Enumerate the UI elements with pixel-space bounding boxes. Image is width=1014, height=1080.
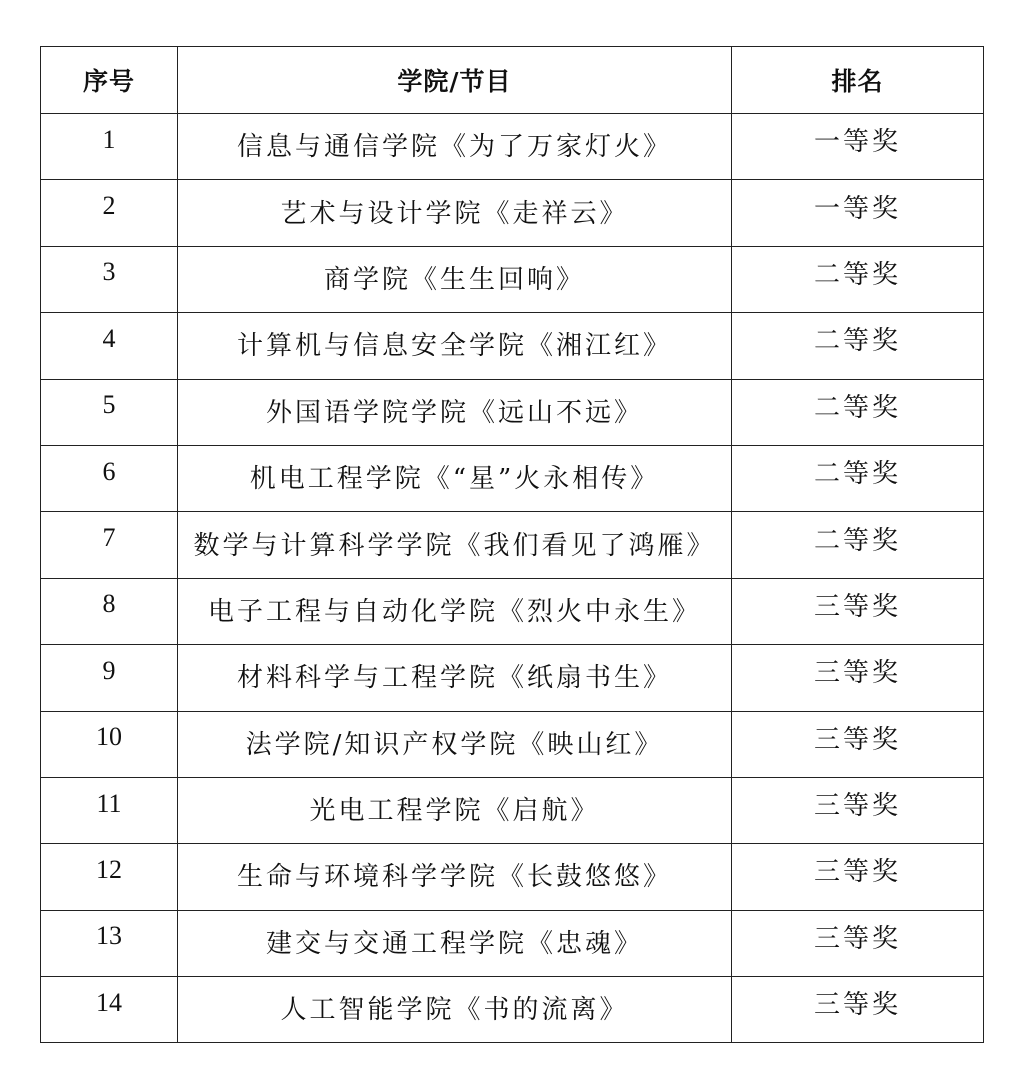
row-index: 12 [41, 844, 178, 910]
row-rank: 三等奖 [732, 910, 984, 976]
table-row [41, 711, 984, 777]
header-program: 学院/节目 [178, 47, 732, 114]
table-row [41, 578, 984, 644]
row-index: 2 [41, 180, 178, 246]
table-row [41, 313, 984, 379]
row-rank: 三等奖 [732, 777, 984, 843]
row-program: 生命与环境科学学院《长鼓悠悠》 [178, 844, 732, 910]
row-index: 11 [41, 777, 178, 843]
row-program: 材料科学与工程学院《纸扇书生》 [178, 645, 732, 711]
row-index: 8 [41, 578, 178, 644]
row-rank: 二等奖 [732, 445, 984, 511]
row-rank: 三等奖 [732, 578, 984, 644]
row-program: 法学院/知识产权学院《映山红》 [178, 711, 732, 777]
header-index: 序号 [41, 47, 178, 114]
row-program: 建交与交通工程学院《忠魂》 [178, 910, 732, 976]
row-index: 5 [41, 379, 178, 445]
header-rank: 排名 [732, 47, 984, 114]
table-row [41, 777, 984, 843]
table-row [41, 246, 984, 312]
table-row [41, 910, 984, 976]
row-index: 6 [41, 445, 178, 511]
row-program: 商学院《生生回响》 [178, 246, 732, 312]
row-rank: 三等奖 [732, 844, 984, 910]
row-index: 4 [41, 313, 178, 379]
row-rank: 三等奖 [732, 977, 984, 1043]
row-index: 13 [41, 910, 178, 976]
table-row [41, 844, 984, 910]
row-rank: 二等奖 [732, 379, 984, 445]
table-row [41, 512, 984, 578]
row-index: 7 [41, 512, 178, 578]
row-rank: 一等奖 [732, 114, 984, 180]
row-program: 信息与通信学院《为了万家灯火》 [178, 114, 732, 180]
row-rank: 三等奖 [732, 711, 984, 777]
row-rank: 二等奖 [732, 246, 984, 312]
table-row [41, 445, 984, 511]
table-row [41, 645, 984, 711]
row-rank: 二等奖 [732, 512, 984, 578]
row-rank: 二等奖 [732, 313, 984, 379]
row-program: 机电工程学院《“星”火永相传》 [178, 445, 732, 511]
awards-table [40, 46, 984, 1043]
row-index: 1 [41, 114, 178, 180]
row-index: 10 [41, 711, 178, 777]
table-row [41, 379, 984, 445]
table-row [41, 180, 984, 246]
row-program: 艺术与设计学院《走祥云》 [178, 180, 732, 246]
row-program: 计算机与信息安全学院《湘江红》 [178, 313, 732, 379]
row-program: 数学与计算科学学院《我们看见了鸿雁》 [178, 512, 732, 578]
row-program: 人工智能学院《书的流离》 [178, 977, 732, 1043]
row-rank: 一等奖 [732, 180, 984, 246]
table-body [41, 114, 984, 1043]
row-index: 3 [41, 246, 178, 312]
table-row [41, 114, 984, 180]
row-index: 14 [41, 977, 178, 1043]
row-rank: 三等奖 [732, 645, 984, 711]
row-program: 电子工程与自动化学院《烈火中永生》 [178, 578, 732, 644]
header-row [41, 47, 984, 114]
row-index: 9 [41, 645, 178, 711]
row-program: 光电工程学院《启航》 [178, 777, 732, 843]
table-row [41, 977, 984, 1043]
row-program: 外国语学院学院《远山不远》 [178, 379, 732, 445]
